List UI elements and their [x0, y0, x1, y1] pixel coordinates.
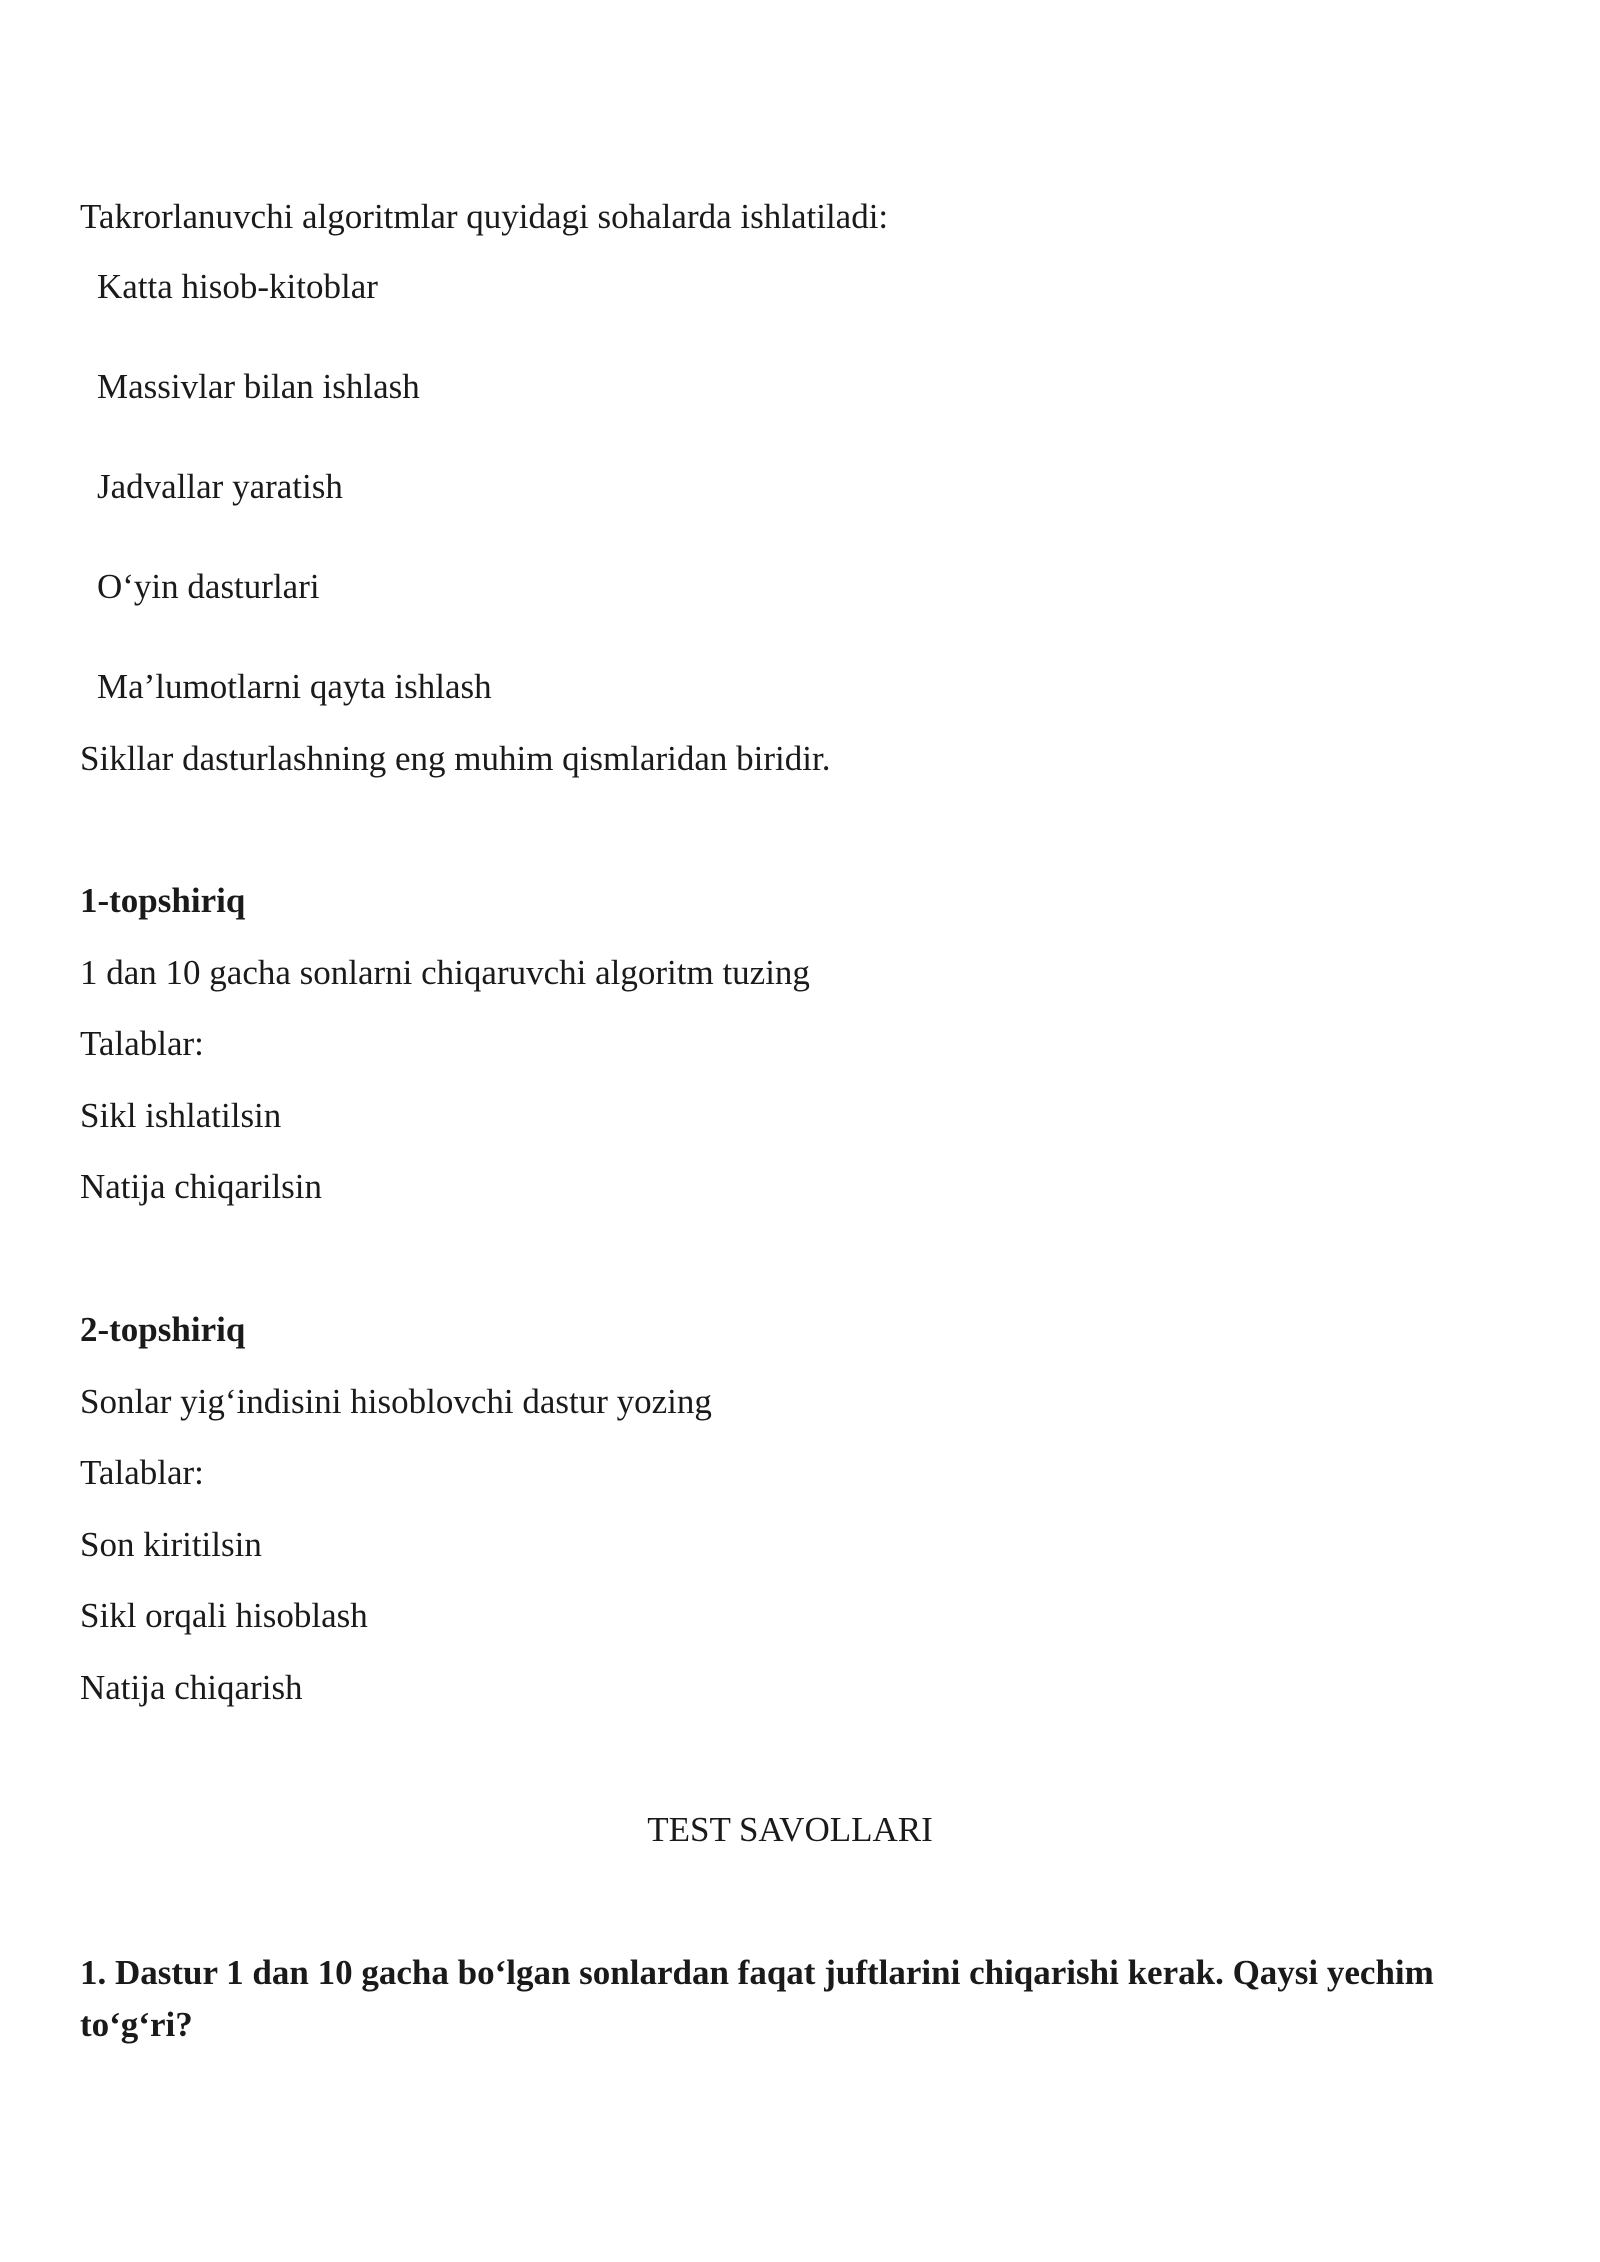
- task1-requirements-label: Talablar:: [80, 1024, 204, 1063]
- task2-title: 2-topshiriq: [80, 1310, 246, 1349]
- list-item: Jadvallar yaratish: [97, 467, 343, 506]
- list-item: Katta hisob-kitoblar: [97, 267, 378, 306]
- list-item: O‘yin dasturlari: [97, 567, 320, 606]
- task2-requirements-label: Talablar:: [80, 1453, 204, 1492]
- list-item: Massivlar bilan ishlash: [97, 367, 420, 406]
- intro-heading: Takrorlanuvchi algoritmlar quyidagi sohalarda ishlatiladi:: [80, 197, 889, 236]
- intro-conclusion: Sikllar dasturlashning eng muhim qismlaridan biridir.: [80, 739, 831, 778]
- task1-requirement: Natija chiqarilsin: [80, 1167, 323, 1206]
- task2-requirement: Sikl orqali hisoblash: [80, 1596, 368, 1635]
- task1-requirement: Sikl ishlatilsin: [80, 1096, 282, 1135]
- task2-requirement: Son kiritilsin: [80, 1525, 262, 1564]
- list-item: Ma’lumotlarni qayta ishlash: [97, 667, 492, 706]
- test-question: 1. Dastur 1 dan 10 gacha bo‘lgan sonlardan faqat juftlarini chiqarishi kerak. Qaysi yechim to‘g‘ri?: [80, 1953, 1434, 2044]
- task2-requirement: Natija chiqarish: [80, 1668, 303, 1707]
- task1-description: 1 dan 10 gacha sonlarni chiqaruvchi algoritm tuzing: [80, 953, 810, 992]
- test-title: TEST SAVOLLARI: [647, 1810, 933, 1849]
- task2-description: Sonlar yig‘indisini hisoblovchi dastur yozing: [80, 1382, 712, 1421]
- task1-title: 1-topshiriq: [80, 881, 246, 920]
